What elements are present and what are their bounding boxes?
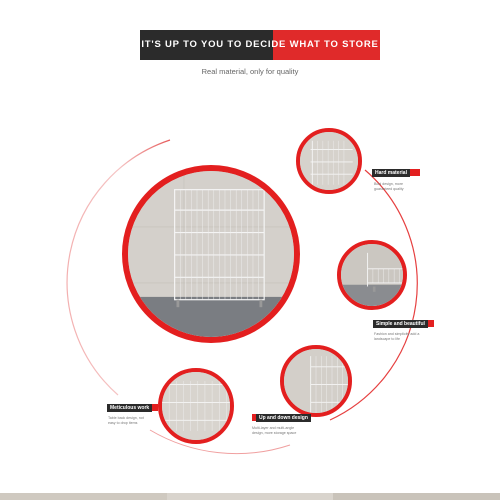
strip-segment	[0, 493, 167, 500]
detail-circle-simple-beautiful	[337, 240, 407, 310]
feature-title: Up and down design	[256, 414, 311, 422]
feature-title: Meticulous work	[107, 404, 152, 412]
banner-title: IT'S UP TO YOU TO DECIDE WHAT TO STORE	[141, 39, 379, 50]
strip-segment	[333, 493, 500, 500]
feature-label-simple-beautiful	[373, 320, 434, 328]
shelf-basket-detail-illustration	[162, 372, 230, 440]
shelf-bottom-detail-illustration	[341, 244, 403, 306]
feature-label-up-down-design	[252, 414, 311, 422]
main-product-circle	[122, 165, 300, 343]
bottom-image-strip	[0, 493, 500, 500]
feature-title: Hard material	[372, 169, 410, 177]
detail-circle-up-down-design	[280, 345, 352, 417]
subtitle: Real material, only for quality	[201, 67, 299, 76]
feature-desc-meticulous-work: Table back design, not easy to drop items	[108, 416, 144, 425]
detail-circle-meticulous-work	[158, 368, 234, 444]
feature-title: Simple and beautiful	[373, 320, 428, 328]
shelf-layers-detail-illustration	[284, 349, 348, 413]
feature-label-meticulous-work	[107, 404, 158, 412]
shelf-top-detail-illustration	[300, 132, 358, 190]
feature-desc-hard-material: Bold design, more guaranteed quality	[374, 182, 404, 191]
wire-shelf-illustration	[128, 171, 294, 337]
feature-desc-simple-beautiful: Fashion and simplicity add a landscape to life	[374, 332, 420, 341]
feature-desc-up-down-design: Multi-layer and multi-angle design, more storage space	[252, 426, 297, 435]
strip-segment	[167, 493, 334, 500]
detail-circle-hard-material	[296, 128, 362, 194]
feature-label-hard-material	[372, 169, 420, 177]
